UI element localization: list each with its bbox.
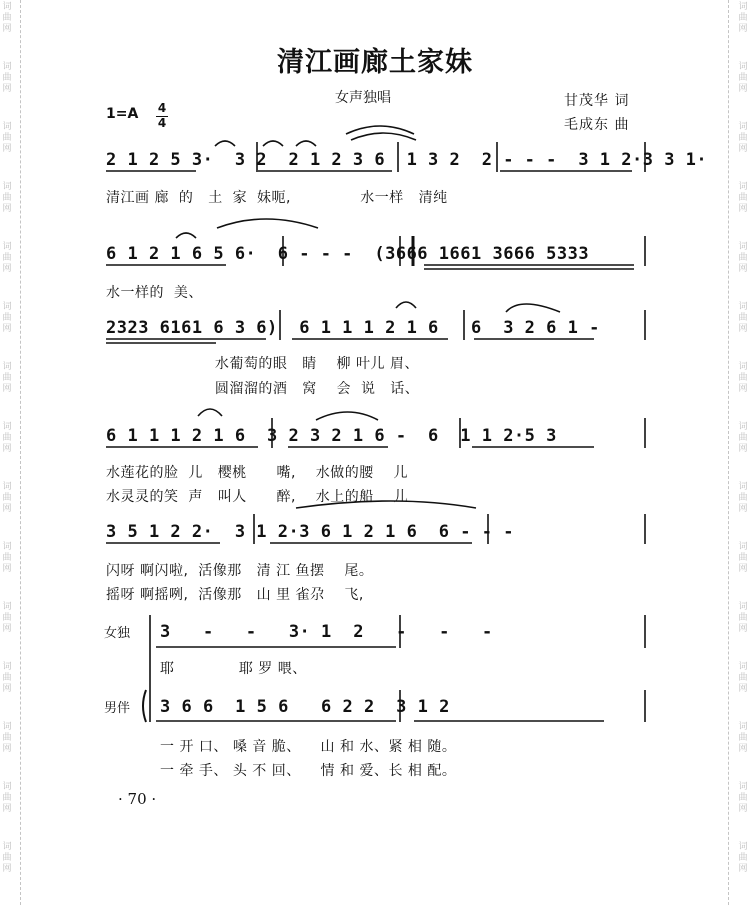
- time-signature-bottom: 4: [157, 116, 167, 130]
- lyricist-credit: 甘茂华 词: [564, 93, 630, 109]
- lyric-system-3-verse-1: 水葡萄的眼 睛 柳 叶儿 眉、: [106, 356, 419, 372]
- watermark-mark: 词 曲 网: [738, 722, 748, 754]
- notation-system-5: 3 5 1 2 2· 3 1 2·3 6 1 2 1 6 6 - - -: [106, 522, 514, 542]
- watermark-mark: 词 曲 网: [738, 422, 748, 454]
- notation-system-6: 3 - - 3· 1 2 - - -: [160, 622, 493, 642]
- lyric-system-7-verse-1: 一 开 口、 嗓 音 脆、 山 和 水、紧 相 随。: [160, 739, 457, 755]
- part-label-male-accompaniment: 男伴: [104, 701, 131, 716]
- lyric-system-2-verse-1: 水一样的 美、: [106, 285, 203, 301]
- lyric-system-7-verse-2: 一 牵 手、 头 不 回、 情 和 爱、长 相 配。: [160, 763, 457, 779]
- lyric-system-5-verse-2: 摇呀 啊摇咧, 活像那 山 里 雀尕 飞,: [106, 587, 364, 603]
- notation-system-4: 6 1 1 1 2 1 6 3 2 3 2 1 6 - 6 1 1 2·5 3: [106, 426, 557, 446]
- lyric-system-4-verse-1: 水莲花的脸 儿 樱桃 嘴, 水做的腰 儿: [106, 465, 409, 481]
- watermark-mark: 词 曲 网: [2, 782, 12, 814]
- watermark-mark: 词 曲 网: [2, 662, 12, 694]
- watermark-mark: 词 曲 网: [738, 62, 748, 94]
- notation-system-2: 6 1 2 1 6 5 6· 6 - - - (3666 1661 3666 5333: [106, 244, 590, 264]
- watermark-mark: 词 曲 网: [2, 362, 12, 394]
- watermark-mark: 词 曲 网: [2, 302, 12, 334]
- watermark-mark: 词 曲 网: [738, 2, 748, 34]
- watermark-mark: 词 曲 网: [738, 782, 748, 814]
- performance-note: 女声独唱: [335, 90, 391, 106]
- notation-system-1: 2 1 2 5 3· 3 2 2 1 2 3 6 1 3 2 2 - - - 3 1 2·3 3 1·: [106, 150, 708, 170]
- lyric-system-5-verse-1: 闪呀 啊闪啦, 活像那 清 江 鱼摆 尾。: [106, 563, 374, 579]
- notation-system-3: 2323 6161 6 3 6) 6 1 1 1 2 1 6 6 3 2 6 1 -: [106, 318, 600, 338]
- watermark-mark: 词 曲 网: [738, 242, 748, 274]
- watermark-mark: 词 曲 网: [738, 602, 748, 634]
- watermark-mark: 词 曲 网: [738, 362, 748, 394]
- watermark-mark: 词 曲 网: [738, 182, 748, 214]
- watermark-mark: 词 曲 网: [2, 182, 12, 214]
- watermark-mark: 词 曲 网: [2, 122, 12, 154]
- watermark-mark: 词 曲 网: [2, 842, 12, 874]
- watermark-mark: 词 曲 网: [738, 842, 748, 874]
- watermark-mark: 词 曲 网: [2, 602, 12, 634]
- time-signature-top: 4: [157, 101, 167, 115]
- watermark-mark: 词 曲 网: [2, 62, 12, 94]
- lyric-system-1-verse-1: 清江画 廊 的 土 家 妹呃, 水一样 清纯: [106, 190, 448, 206]
- watermark-mark: 词 曲 网: [2, 2, 12, 34]
- watermark-mark: 词 曲 网: [2, 422, 12, 454]
- lyric-system-3-verse-2: 圆溜溜的酒 窝 会 说 话、: [106, 381, 420, 397]
- watermark-mark: 词 曲 网: [738, 662, 748, 694]
- page-number: · 70 ·: [118, 790, 157, 808]
- watermark-mark: 词 曲 网: [2, 482, 12, 514]
- notation-system-7: 3 6 6 1 5 6 6 2 2 3 1 2: [160, 697, 450, 717]
- lyric-system-4-verse-2: 水灵灵的笑 声 叫人 醉, 水上的船 儿: [106, 489, 409, 505]
- watermark-mark: 词 曲 网: [2, 722, 12, 754]
- composer-credit: 毛成东 曲: [564, 117, 630, 133]
- watermark-mark: 词 曲 网: [738, 302, 748, 334]
- key-signature: 1=A: [106, 106, 139, 122]
- watermark-mark: 词 曲 网: [738, 542, 748, 574]
- lyric-system-6-verse-1: 耶 耶 罗 喂、: [160, 661, 307, 677]
- watermark-mark: 词 曲 网: [738, 482, 748, 514]
- watermark-mark: 词 曲 网: [738, 122, 748, 154]
- watermark-mark: 词 曲 网: [2, 542, 12, 574]
- song-title: 清江画廊土家妹: [277, 47, 473, 78]
- part-label-female-solo: 女独: [104, 626, 131, 641]
- watermark-mark: 词 曲 网: [2, 242, 12, 274]
